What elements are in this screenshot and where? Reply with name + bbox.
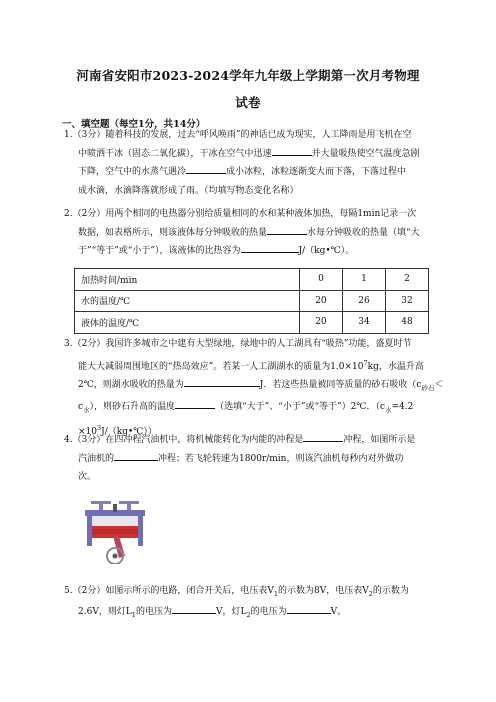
exam-title-line2: 试卷: [235, 95, 261, 110]
table-cell: 20: [299, 290, 342, 312]
exhaust-valve-head: [119, 501, 139, 504]
q5-line2: 2.6V，则灯$L_1$的电压为 V，灯$L_2$的电压为 V。: [64, 603, 409, 624]
q3-blank-1[interactable]: [184, 376, 260, 387]
q1-blank-1[interactable]: [272, 145, 312, 156]
combustion-chamber: [92, 516, 138, 526]
q2-blank-2[interactable]: [241, 242, 299, 253]
table-cell: 20: [299, 312, 342, 334]
table-row: [75, 290, 429, 312]
q3-line2: 能大大减弱周围地区的“热岛效应”。若某一人工湖湖水的质量为$1.0\times 10^7kg$，水温升高: [78, 358, 424, 372]
q2-line2: 数据，如表格所示，则该液体每分钟吸收的热量 水每分钟吸收的热量（填“大: [64, 224, 420, 243]
table-cell: 26: [342, 290, 385, 312]
table-row: [75, 269, 429, 291]
table-cell: 水的温度/℃: [75, 290, 300, 312]
q2-line1: 2.（2分）用两个相同的电热器分别给质量相同的水和某种液体加热，每隔1min记录一次: [64, 209, 417, 219]
q4-line2: 汽油机的 冲程；若飞轮转速为1800r/min，则该汽油机每秒内对外做功: [64, 450, 415, 469]
q1-line1: 1.（3分）随着科技的发展，过去“呼风唤雨”的神话已成为现实，人工降雨是用飞机在空: [64, 130, 412, 140]
q1-line2: 中喷洒干冰（固态二氧化碳），干冰在空气中迅速 并大量吸热使空气温度急剧: [64, 145, 420, 164]
table-row: [75, 312, 429, 334]
table-cell: 0: [299, 269, 342, 291]
q3-line5: $\times 10^3J/(kg•℃)$）: [78, 423, 157, 437]
table-cell: 液体的温度/℃: [75, 312, 300, 334]
q4-line1: 4.（3分）在四冲程汽油机中，将机械能转化为内能的冲程是 冲程，如图所示是: [64, 431, 415, 450]
q5-line1: 5.（2分）如图示所示的电路，闭合开关后，电压表$V_1$的示数为8V，电压表$V_2$的示数为: [64, 586, 409, 598]
q3-line3: 2℃，则湖水吸收的热量为 J．若这些热量被同等质量的砂石吸收（$c_{砂石}<$: [64, 376, 443, 397]
q5-blank-1[interactable]: [172, 603, 216, 614]
question-5: [64, 582, 409, 625]
q1-line3: 下降，空气中的水蒸气遇冷 成小冰粒，冰粒逐渐变大而下落，下落过程中: [64, 163, 420, 182]
q4-line3: 次。: [78, 472, 97, 483]
question-1: [64, 126, 420, 200]
table-cell: 32: [385, 290, 428, 312]
question-2: [64, 205, 420, 261]
exam-title-line1: 河南省安阳市2023-2024学年九年级上学期第一次月考物理: [76, 68, 420, 83]
q2-line3: 于”“等于”或“小于”），该液体的比热容为 J/（kg•℃）。: [64, 242, 420, 261]
q2-blank-1[interactable]: [267, 224, 307, 235]
spark-plug: [113, 504, 117, 512]
q3-blank-2[interactable]: [175, 398, 215, 409]
table-cell: 加热时间/min: [75, 269, 300, 291]
q4-blank-2[interactable]: [114, 450, 158, 461]
table-cell: 2: [385, 269, 428, 291]
cylinder-wall-left: [87, 516, 92, 546]
section-header: 一、填空题（每空1分，共14分）: [62, 119, 206, 130]
engine-cylinder-figure: [77, 500, 173, 564]
q1-line4: 成水滴，水滴降落就形成了雨。（均填写物态变化名称）: [78, 185, 299, 196]
q4-blank-1[interactable]: [303, 431, 343, 442]
table-cell: 34: [342, 312, 385, 334]
table-cell: 48: [385, 312, 428, 334]
data-table: [74, 268, 429, 334]
table-cell: 1: [342, 269, 385, 291]
intake-valve-head: [91, 501, 111, 504]
question-4: [64, 431, 415, 487]
q3-line4: $c_水$），则砂石升高的温度 （选填“大于”、“小于”或“等于”）2℃．（$c_水=4.2$: [64, 398, 443, 419]
q3-line1: 3.（2分）我国许多城市之中建有大型绿地，绿地中的人工湖具有“吸热”功能，盛夏时节: [64, 339, 412, 349]
cylinder-wall-right: [138, 516, 143, 546]
question-3: [64, 335, 443, 442]
q5-blank-2[interactable]: [287, 603, 331, 614]
q1-blank-2[interactable]: [186, 163, 226, 174]
